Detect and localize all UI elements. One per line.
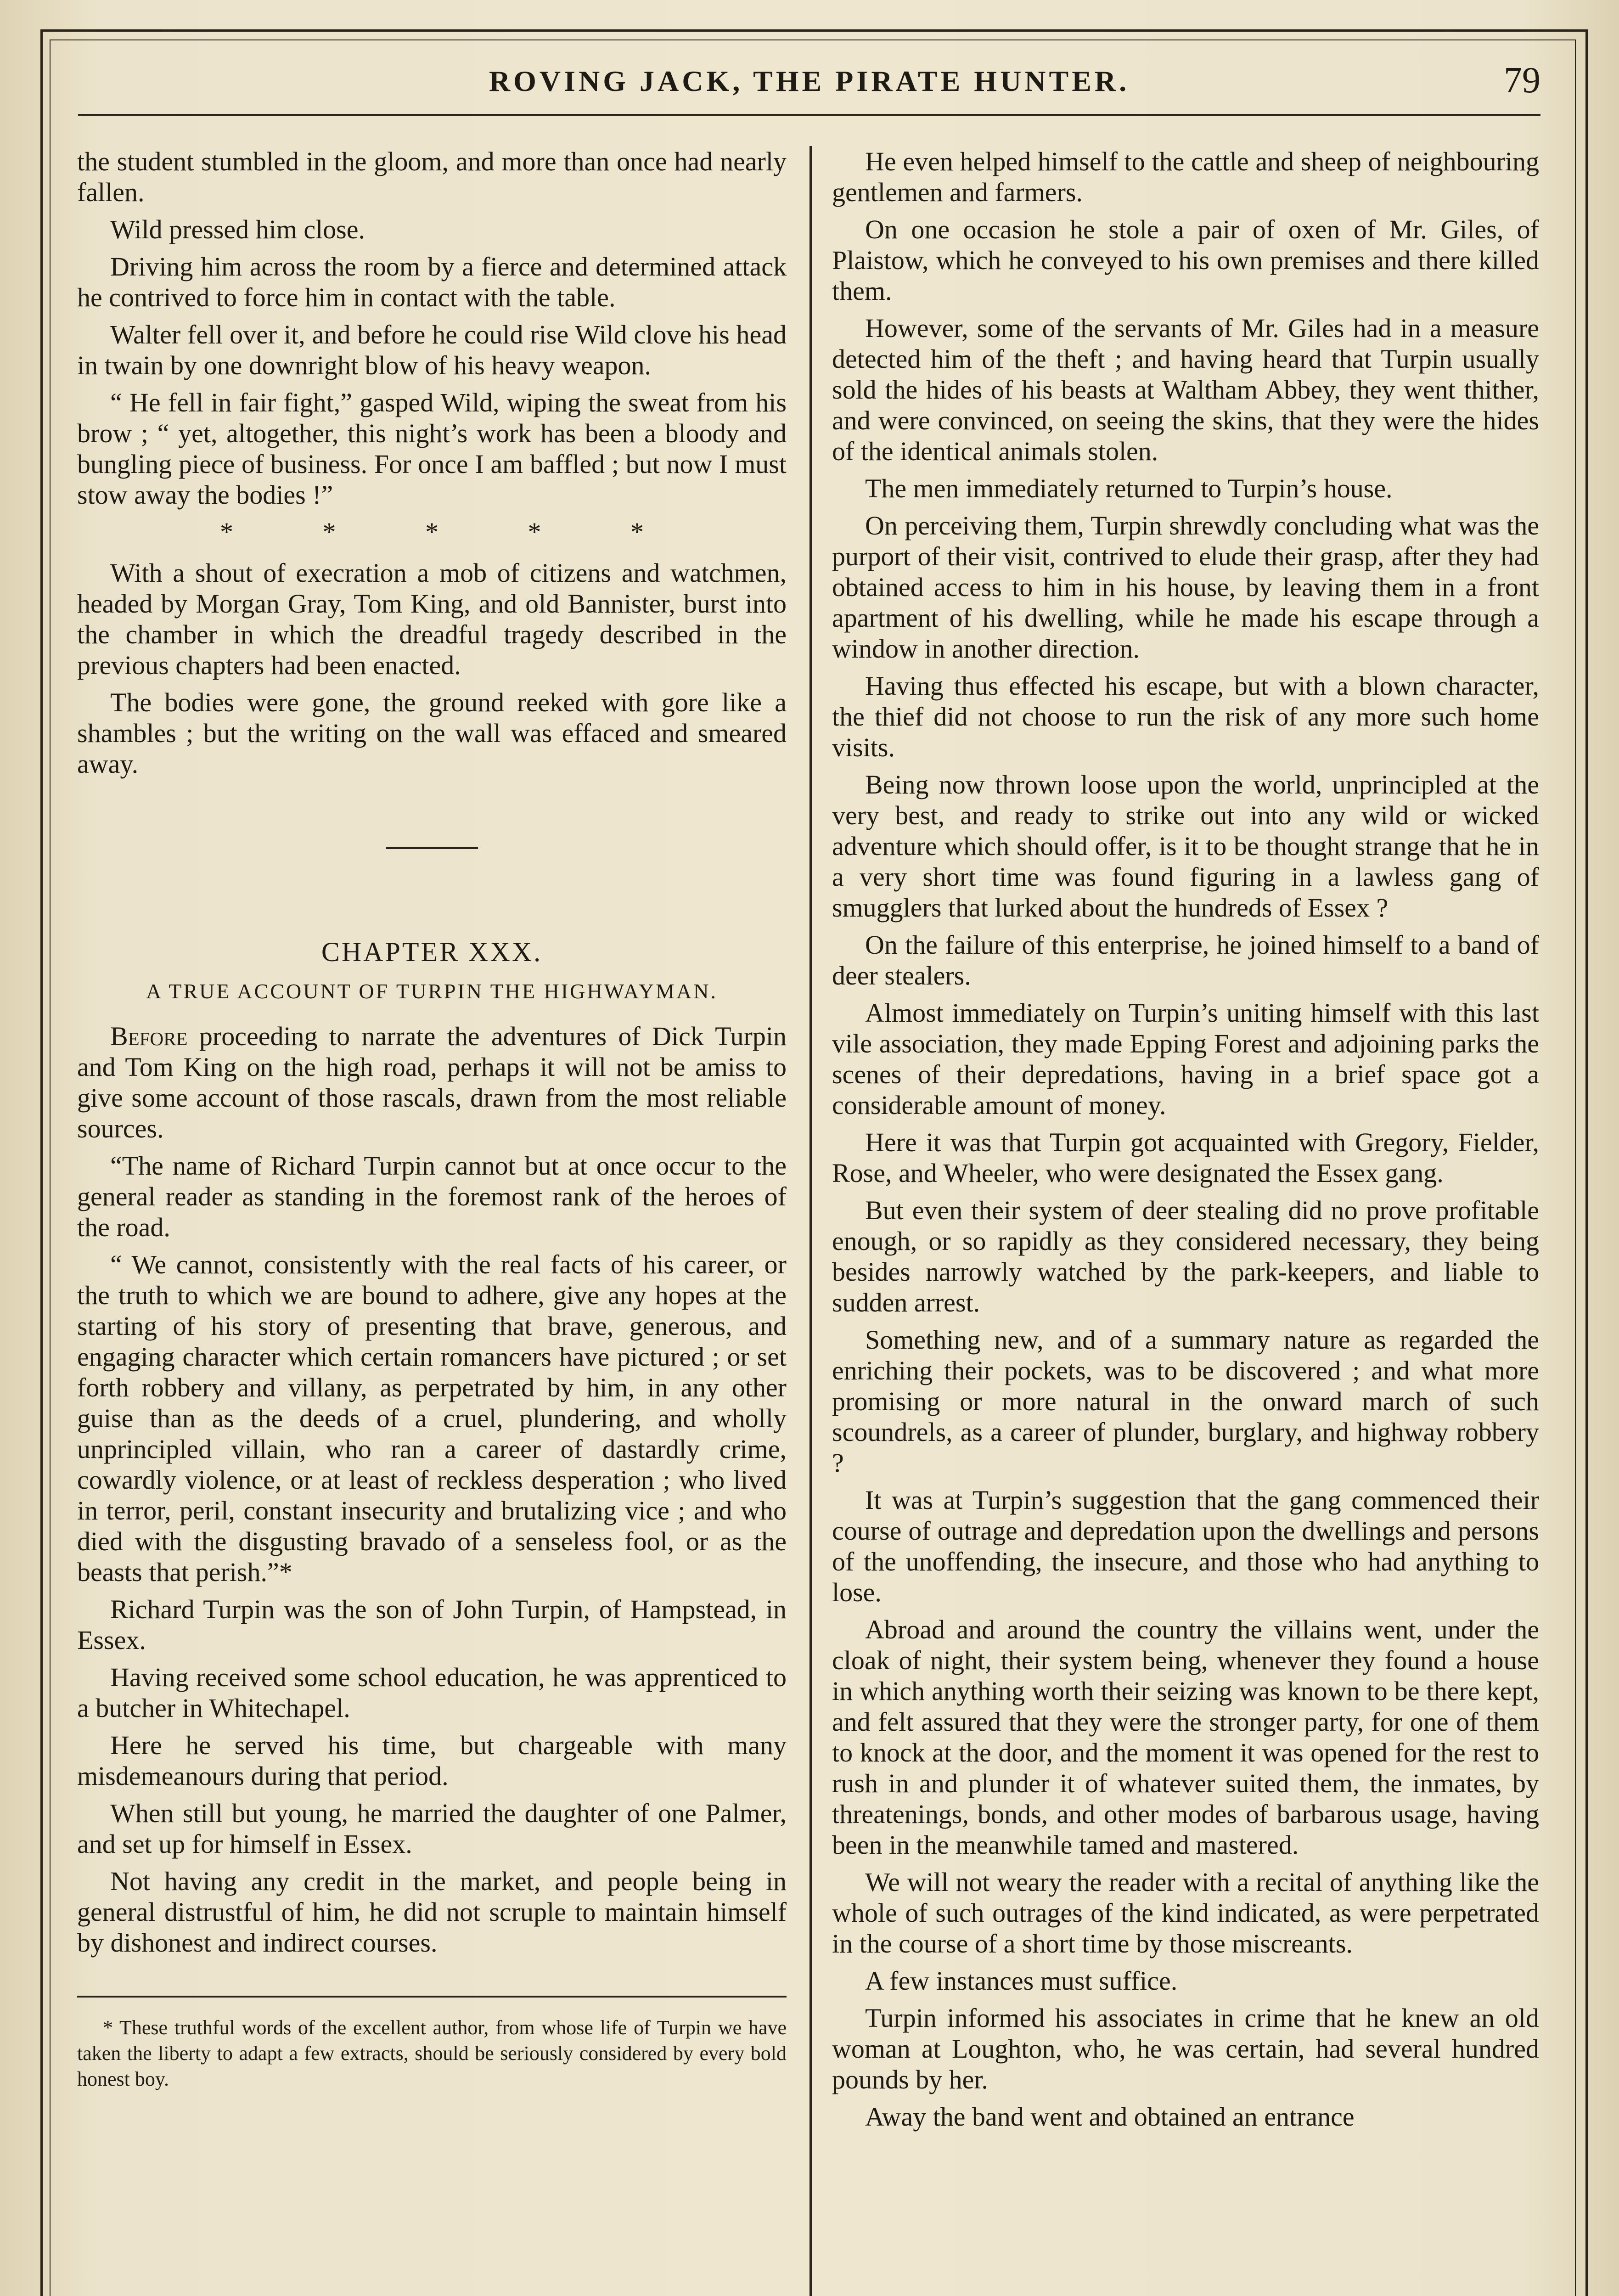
chapter-rule — [386, 847, 478, 849]
paragraph: Driving him across the room by a fierce and determined attack he contrived to force him in contact with the table. — [77, 252, 787, 312]
paragraph: Richard Turpin was the son of John Turpin, of Hampstead, in Essex. — [77, 1594, 787, 1655]
paragraph: The bodies were gone, the ground reeked with gore like a shambles ; but the writing on the wall was effaced and smeared away. — [77, 687, 787, 779]
paragraph: “ He fell in fair fight,” gasped Wild, wiping the sweat from his brow ; “ yet, altogether, this night’s work has been a bloody and bungling piece of business. For once I am baffled ; but now I must stow away the bodies !” — [77, 388, 787, 510]
paragraph: It was at Turpin’s suggestion that the gang commenced their course of outrage and depredation upon the dwellings and persons of the unoffending, the insecure, and those who had anything to lose. — [832, 1485, 1539, 1607]
paragraph: Having received some school education, he was apprenticed to a butcher in Whitechapel. — [77, 1662, 787, 1723]
paragraph: When still but young, he married the daughter of one Palmer, and set up for himself in Essex. — [77, 1798, 787, 1859]
chapter-title: CHAPTER XXX. — [321, 937, 543, 967]
paragraph: With a shout of execration a mob of citizens and watchmen, headed by Morgan Gray, Tom King, and old Bannister, burst into the chamber in which the dreadful tragedy described in the previous chapters had been enacted. — [77, 558, 787, 680]
page-header — [78, 60, 1540, 116]
right-column — [832, 146, 1539, 2138]
paragraph: “The name of Richard Turpin cannot but at once occur to the general reader as standing in the foremost rank of the heroes of the road. — [77, 1151, 787, 1242]
paragraph: Something new, and of a summary nature as regarded the enriching their pockets, was to be discovered ; and what more promising or more natural in the onward march of such scoundrels, as a career of plunder, burglary, and highway robbery ? — [832, 1325, 1539, 1478]
paragraph: Wild pressed him close. — [110, 214, 365, 244]
paragraph: We will not weary the reader with a recital of anything like the whole of such outrages of the kind indicated, as were perpetrated in the course of a short time by those miscreants. — [832, 1867, 1539, 1958]
chapter-subtitle: A TRUE ACCOUNT OF TURPIN THE HIGHWAYMAN. — [146, 979, 718, 1003]
paragraph: Turpin informed his associates in crime that he knew an old woman at Loughton, who, he was certain, had several hundred pounds by her. — [832, 2003, 1539, 2094]
column-divider — [810, 146, 812, 2296]
paragraph: He even helped himself to the cattle and sheep of neighbouring gentlemen and farmers. — [832, 146, 1539, 207]
paragraph: On one occasion he stole a pair of oxen of Mr. Giles, of Plaistow, which he conveyed to his own premises and there killed them. — [832, 214, 1539, 306]
paragraph: the student stumbled in the gloom, and more than once had nearly fallen. — [77, 146, 787, 207]
paragraph: However, some of the servants of Mr. Giles had in a measure detected him of the theft ; and having heard that Turpin usually sold the hides of his beasts at Waltham Abbey, they went thither, and were convinced, on seeing the skins, that they were the hides of the identical animals stolen. — [832, 313, 1539, 466]
section-separator: * * * * * — [220, 517, 644, 547]
running-title: ROVING JACK, THE PIRATE HUNTER. — [489, 65, 1130, 97]
left-column — [77, 146, 787, 2092]
paragraph: Being now thrown loose upon the world, unprincipled at the very best, and ready to strike out into any wild or wicked adventure which should offer, is it to be thought strange that he in a very short time was found figuring in a lawless gang of smugglers that lurked about the hundreds of Essex ? — [832, 770, 1539, 923]
chapter-opening-paragraph — [77, 1021, 787, 1144]
paragraph: Abroad and around the country the villains went, under the cloak of night, their system being, whenever they found a house in which anything worth their seizing was known to be there kept, and felt assured that they were the stronger party, for one of them to knock at the door, and the moment it was opened for the rest to rush in and plunder it of whatever suited them, the inmates, by threatenings, bonds, and other modes of barbarous usage, having been in the meanwhile tamed and mastered. — [832, 1615, 1539, 1860]
page-number: 79 — [1504, 60, 1540, 101]
opening-text: proceeding to narrate the adventures of Dick Turpin and Tom King on the high road, perhaps it will not be amiss to give some account of those rascals, drawn from the most reliable sources. — [77, 1021, 787, 1143]
paragraph: A few instances must suffice. — [865, 1966, 1178, 1996]
paragraph: On perceiving them, Turpin shrewdly concluding what was the purport of their visit, contrived to elude their grasp, after they had obtained access to him in his house, by leaving them in a front apartment of his dwelling, while he made his escape through a window in another direction. — [832, 511, 1539, 664]
paragraph: Away the band went and obtained an entrance — [865, 2102, 1355, 2132]
paragraph: Walter fell over it, and before he could rise Wild clove his head in twain by one downright blow of his heavy weapon. — [77, 320, 787, 380]
paragraph: On the failure of this enterprise, he joined himself to a band of deer stealers. — [832, 930, 1539, 990]
footnote: * These truthful words of the excellent author, from whose life of Turpin we have taken the liberty to adapt a few extracts, should be seriously considered by every bold honest boy. — [77, 2016, 787, 2090]
paragraph: Having thus effected his escape, but with a blown character, the thief did not choose to run the risk of any more such home visits. — [832, 671, 1539, 762]
paragraph: “ We cannot, consistently with the real facts of his career, or the truth to which we are bound to adhere, give any hopes at the starting of his story of presenting that brave, generous, and engaging character which certain romancers have pictured ; or set forth robbery and villany, as perpetrated by him, in any other guise than as the deeds of a cruel, plundering, and wholly unprincipled villain, who ran a career of dastardly crime, cowardly violence, or at least of reckless desperation ; who lived in terror, peril, constant insecurity and brutalizing vice ; and who died with the disgusting bravado of a senseless fool, or as the beasts that perish.”* — [77, 1249, 787, 1587]
paragraph: Here he served his time, but chargeable with many misdemeanours during that period. — [77, 1730, 787, 1791]
paragraph: Here it was that Turpin got acquainted with Gregory, Fielder, Rose, and Wheeler, who were designated the Essex gang. — [832, 1127, 1539, 1188]
footnote-rule — [77, 1996, 787, 1998]
paragraph: The men immediately returned to Turpin’s house. — [865, 473, 1393, 503]
paragraph: Not having any credit in the market, and people being in general distrustful of him, he did not scruple to maintain himself by dishonest and indirect courses. — [77, 1866, 787, 1958]
paragraph: But even their system of deer stealing did no prove profitable enough, or so rapidly as they considered necessary, they being besides narrowly watched by the park-keepers, and liable to sudden arrest. — [832, 1195, 1539, 1317]
opening-word: Before — [110, 1021, 188, 1051]
paragraph: Almost immediately on Turpin’s uniting himself with this last vile association, they made Epping Forest and adjoining parks the scenes of their depredations, having in a brief space got a considerable amount of money. — [832, 998, 1539, 1120]
